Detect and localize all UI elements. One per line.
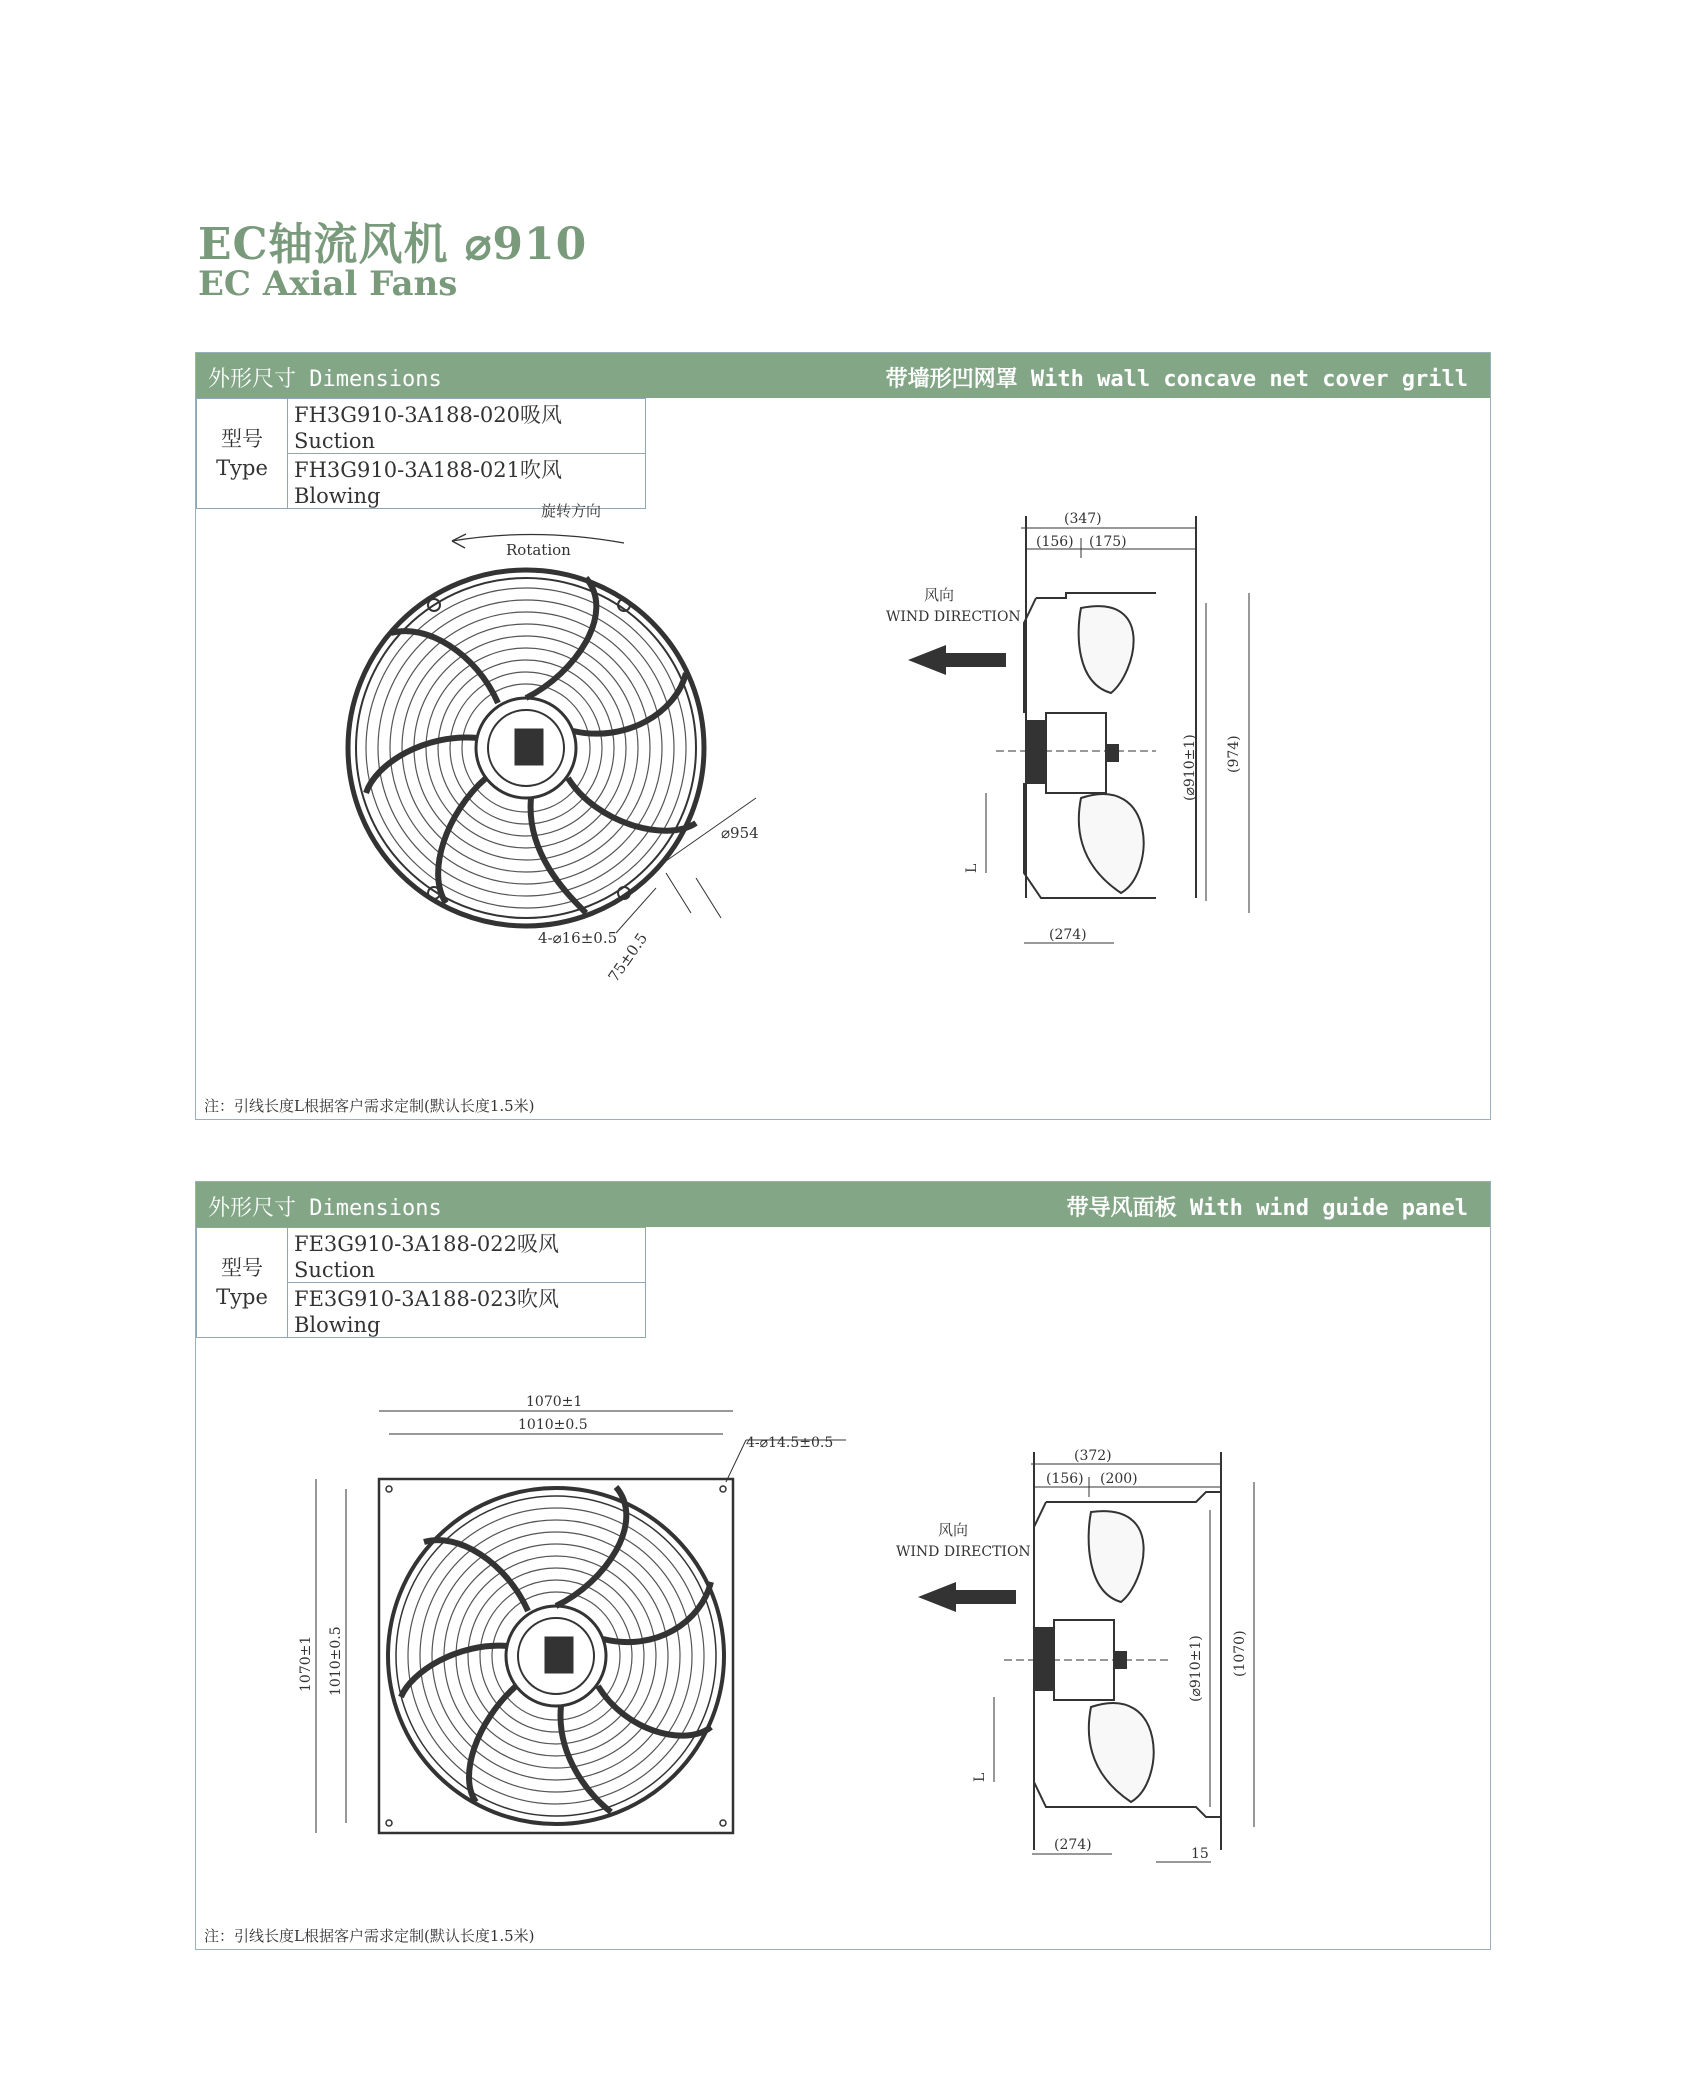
dim-1070v: 1070±1 [298, 1635, 314, 1692]
dim-75: 75±0.5 [604, 929, 652, 986]
dim-holes: 4-⌀16±0.5 [538, 929, 618, 947]
dim-holes: 4-⌀14.5±0.5 [746, 1435, 834, 1451]
type-label-cn: 型号 [221, 1255, 263, 1280]
dimensions-panel-wall-grill [195, 352, 1491, 1120]
dim-156: (156) [1046, 1471, 1084, 1487]
dim-347: (347) [1064, 511, 1102, 527]
front-view-panel [379, 1479, 733, 1833]
front-view-fan [348, 570, 704, 926]
panel-header-right: 带导风面板 With wind guide panel [1066, 1196, 1468, 1221]
dim-175: (175) [1089, 534, 1127, 550]
rotation-label-cn: 旋转方向 [541, 502, 602, 520]
footnote: 注：引线长度L根据客户需求定制(默认长度1.5米) [204, 1097, 535, 1115]
type-label-en: Type [216, 455, 268, 480]
dim-dia954: ⌀954 [721, 824, 759, 842]
model-suction: FH3G910-3A188-020吸风Suction [288, 399, 646, 454]
dim-274: (274) [1049, 927, 1087, 943]
page-title-cn: EC轴流风机 ⌀910 [198, 219, 588, 270]
model-blowing: FE3G910-3A188-023吹风Blowing [288, 1283, 646, 1338]
dim-274: (274) [1054, 1837, 1092, 1853]
dim-372: (372) [1074, 1448, 1112, 1464]
drawing-wall-grill [196, 353, 1490, 1119]
drawing-wind-guide [196, 1182, 1490, 1949]
wind-label-en: WIND DIRECTION [896, 1544, 1031, 1560]
type-label-en: Type [216, 1284, 268, 1309]
dim-15: 15 [1191, 1846, 1209, 1862]
wind-label-cn: 风向 [938, 1521, 969, 1539]
wind-label-cn: 风向 [924, 586, 955, 604]
dim-910: (⌀910±1) [1188, 1635, 1204, 1702]
wind-direction-arrow [918, 1582, 1016, 1612]
dim-1070p: (1070) [1232, 1630, 1248, 1677]
side-view-panel [994, 1452, 1221, 1850]
side-view-fan [986, 516, 1196, 898]
dim-910: (⌀910±1) [1182, 734, 1198, 801]
dim-1010: 1010±0.5 [518, 1417, 588, 1433]
dim-L: L [964, 863, 980, 873]
footnote: 注：引线长度L根据客户需求定制(默认长度1.5米) [204, 1927, 535, 1945]
dim-200: (200) [1100, 1471, 1138, 1487]
model-blowing: FH3G910-3A188-021吹风Blowing [288, 454, 646, 509]
rotation-label-en: Rotation [506, 541, 571, 559]
dimensions-panel-wind-guide [195, 1181, 1491, 1950]
type-label-cn: 型号 [221, 426, 263, 451]
dim-1070: 1070±1 [526, 1394, 583, 1410]
dim-974: (974) [1226, 735, 1242, 773]
dim-156: (156) [1036, 534, 1074, 550]
page-title-en: EC Axial Fans [198, 264, 458, 304]
panel-header-left: 外形尺寸 Dimensions [208, 367, 442, 392]
dim-1010v: 1010±0.5 [328, 1626, 344, 1696]
dim-L: L [972, 1772, 988, 1782]
wind-label-en: WIND DIRECTION [886, 609, 1021, 625]
model-suction: FE3G910-3A188-022吸风Suction [288, 1228, 646, 1283]
wind-direction-arrow [908, 645, 1006, 675]
panel-header-left: 外形尺寸 Dimensions [208, 1196, 442, 1221]
panel-header-right: 带墙形凹网罩 With wall concave net cover grill [885, 367, 1468, 392]
